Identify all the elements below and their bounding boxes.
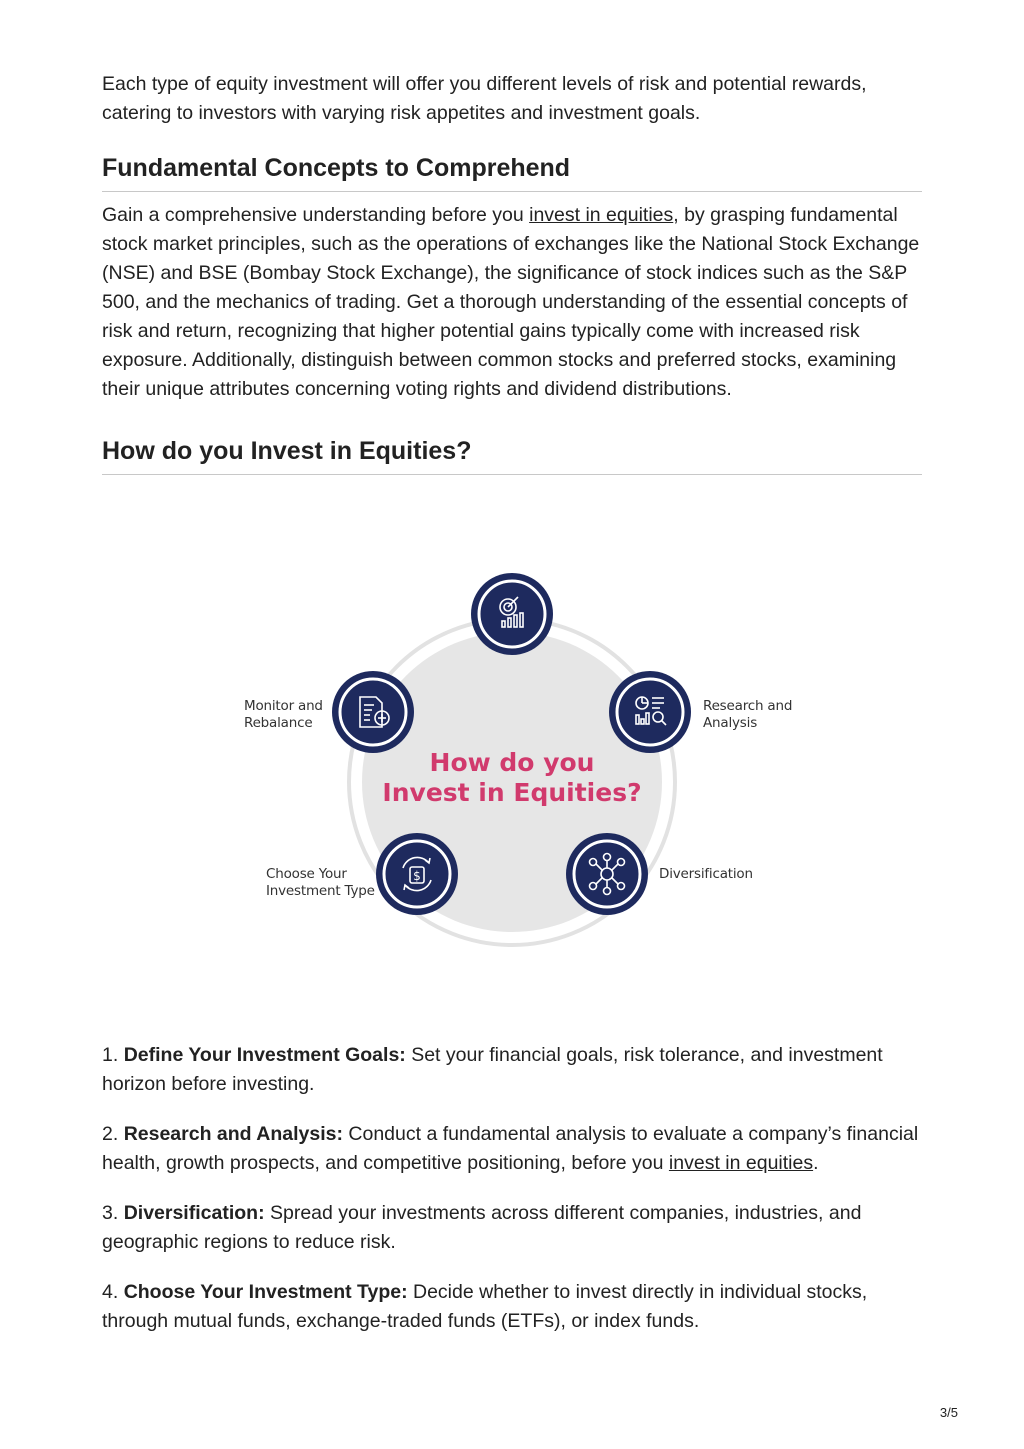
step-title: Choose Your Investment Type: <box>123 1281 408 1303</box>
step-item <box>102 1120 922 1178</box>
steps-list <box>102 1041 922 1336</box>
step-title: Diversification: <box>123 1202 265 1224</box>
step-number: 2. <box>102 1123 119 1145</box>
step-title: Research and Analysis: <box>123 1123 343 1145</box>
article-body <box>102 70 922 1357</box>
step-text: Decide whether to invest directly in individual stocks, through mutual funds, exchange-traded funds (ETFs), or index funds. <box>102 1281 868 1332</box>
concepts-text-before: Gain a comprehensive understanding before you <box>102 204 530 226</box>
step-item <box>102 1041 922 1099</box>
svg-text:$: $ <box>413 869 421 883</box>
intro-paragraph: Each type of equity investment will offer you different levels of risk and potential rewards, catering to investors with varying risk appetites and investment goals. <box>102 73 867 124</box>
fundamental-concepts-paragraph <box>102 201 922 404</box>
page-number: 3/5 <box>939 1405 958 1420</box>
node-choose-investment-type <box>376 833 458 915</box>
step-title: Define Your Investment Goals: <box>123 1044 406 1066</box>
step-text: Conduct a fundamental analysis to evaluate a company’s financial health, growth prospects, and competitive positioning, before you <box>102 1123 919 1174</box>
diagram-graphic <box>0 555 1024 975</box>
investment-steps-diagram <box>0 555 1024 975</box>
label-research-analysis: Research and Analysis <box>703 698 793 731</box>
invest-in-equities-link-2[interactable]: invest in equities <box>668 1152 814 1174</box>
how-to-invest-heading: How do you Invest in Equities? <box>102 435 922 475</box>
concepts-text-after: , by grasping fundamental stock market principles, such as the operations of exchanges like the National Stock Exchange (NSE) and BSE (Bombay Stock Exchange), the significance of stock indices such as the S&P 500, and the mechanics of trading. Get a thorough understanding of the essential concepts of risk and return, recognizing that higher potential gains typically come with increased risk exposure. Additionally, distinguish between common stocks and preferred stocks, examining their unique attributes concerning voting rights and dividend distributions. <box>102 204 920 400</box>
center-title-line2: Invest in Equities? <box>382 778 642 807</box>
step-item <box>102 1278 922 1336</box>
step-text: Spread your investments across different companies, industries, and geographic regions to reduce risk. <box>102 1202 862 1253</box>
center-title-line1: How do you <box>429 748 595 777</box>
step-number: 3. <box>102 1202 119 1224</box>
step-number: 4. <box>102 1281 119 1303</box>
node-define-goals <box>471 573 553 655</box>
step-text-after: . <box>813 1152 819 1174</box>
label-choose-investment-type: Choose Your Investment Type <box>266 866 375 899</box>
invest-in-equities-link[interactable]: invest in equities <box>529 204 674 226</box>
label-monitor-rebalance: Monitor and Rebalance <box>244 698 323 731</box>
node-monitor-rebalance <box>332 671 414 753</box>
label-diversification: Diversification <box>659 866 753 882</box>
node-research-analysis <box>609 671 691 753</box>
step-number: 1. <box>102 1044 119 1066</box>
node-diversification <box>566 833 648 915</box>
step-item <box>102 1199 922 1257</box>
fundamental-concepts-heading: Fundamental Concepts to Comprehend <box>102 152 922 192</box>
step-text: Set your financial goals, risk tolerance, and investment horizon before investing. <box>102 1044 883 1095</box>
